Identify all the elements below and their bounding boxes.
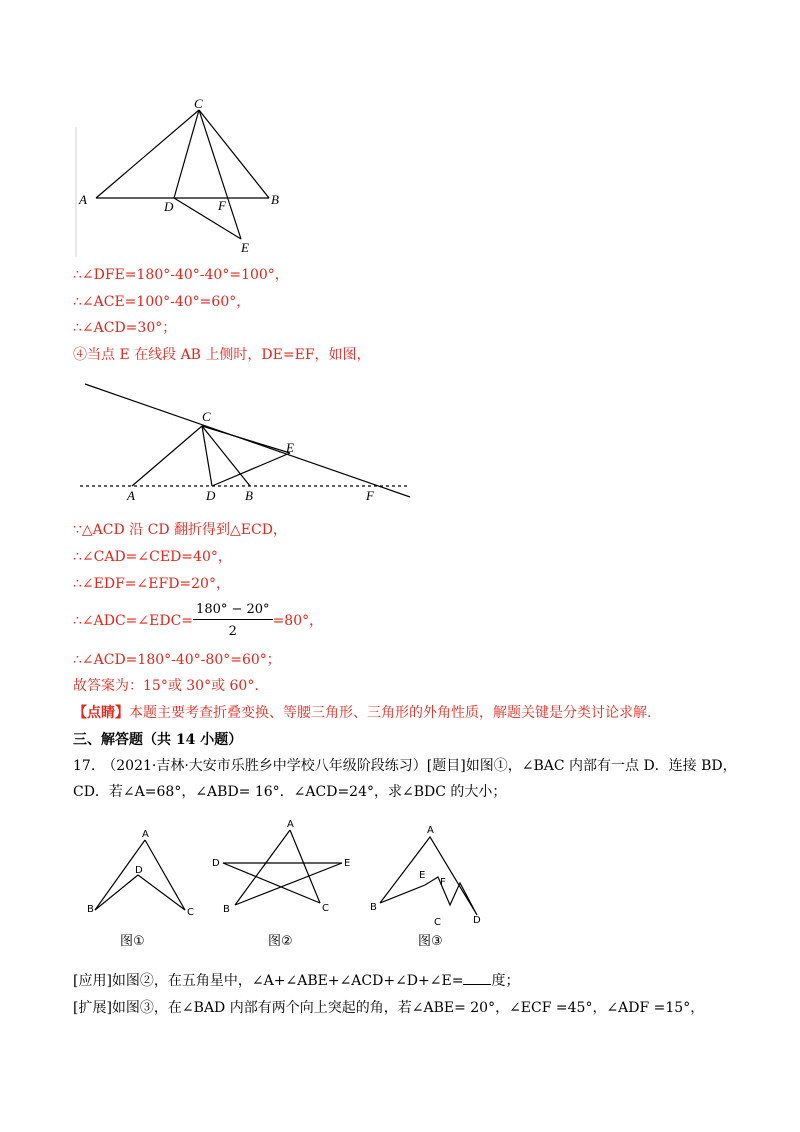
label-F: F bbox=[366, 488, 374, 503]
figure-caption-1: 图① bbox=[120, 934, 145, 949]
label-A: A bbox=[142, 829, 149, 840]
label-A: A bbox=[79, 192, 87, 207]
apply-text: [应用]如图②，在五角星中，∠A+∠ABE+∠ACD+∠D+∠E= bbox=[73, 973, 464, 989]
label-B: B bbox=[271, 192, 279, 207]
fraction-suffix: =80°， bbox=[272, 613, 324, 629]
comment-text: 本题主要考查折叠变换、等腰三角形、三角形的外角性质，解题关键是分类讨论求解. bbox=[129, 705, 652, 721]
label-D: D bbox=[164, 199, 174, 214]
solution-line: ∴∠DFE=180°-40°-40°=100°， bbox=[73, 267, 289, 283]
label-D: D bbox=[206, 488, 216, 503]
fraction-denominator: 2 bbox=[228, 624, 237, 639]
solution-line: ∴∠ACD=180°-40°-80°=60°； bbox=[73, 652, 281, 668]
solution-line: ∵△ACD 沿 CD 翻折得到△ECD， bbox=[73, 522, 287, 538]
label-A: A bbox=[427, 825, 434, 836]
fraction bbox=[193, 602, 273, 640]
solution-line: ∴∠CAD=∠CED=40°， bbox=[73, 549, 232, 565]
solution-line: ④当点 E 在线段 AB 上侧时，DE=EF，如图， bbox=[73, 347, 371, 363]
label-F: F bbox=[218, 198, 226, 213]
label-C: C bbox=[434, 917, 441, 928]
label-C: C bbox=[194, 96, 203, 111]
label-F: F bbox=[440, 877, 446, 888]
label-A: A bbox=[127, 488, 135, 503]
fraction-prefix: ∴∠ADC=∠EDC= bbox=[73, 613, 194, 629]
apply-suffix: 度； bbox=[491, 973, 520, 989]
apply-line bbox=[73, 972, 519, 990]
label-E: E bbox=[241, 240, 249, 255]
comment-tag: 【点睛】 bbox=[73, 705, 129, 721]
solution-line: ∴∠ACD=30°； bbox=[73, 320, 177, 336]
label-C: C bbox=[202, 409, 211, 424]
comment-line bbox=[73, 704, 651, 722]
answer-line: 故答案为：15°或 30°或 60°. bbox=[73, 678, 259, 694]
label-B: B bbox=[223, 904, 230, 915]
label-D: D bbox=[135, 865, 143, 876]
label-D: D bbox=[473, 915, 481, 926]
label-C: C bbox=[322, 903, 329, 914]
extend-line: [扩展]如图③，在∠BAD 内部有两个向上突起的角，若∠ABE= 20°，∠ECF =45°，∠ADF =15°， bbox=[73, 1000, 705, 1016]
label-C: C bbox=[187, 907, 194, 918]
label-D: D bbox=[212, 858, 220, 869]
label-E: E bbox=[419, 870, 426, 881]
label-B: B bbox=[370, 902, 377, 913]
figure-triangle-fold-2 bbox=[80, 378, 415, 508]
label-E: E bbox=[344, 858, 351, 869]
answer-blank bbox=[463, 972, 491, 985]
figure-triangle-fold-1 bbox=[70, 92, 300, 257]
question-line: 17. （2021·吉林·大安市乐胜乡中学校八年级阶段练习）[题目]如图①，∠BAC 内部有一点 D．连接 BD， bbox=[73, 758, 737, 774]
label-E: E bbox=[286, 440, 294, 455]
solution-line: ∴∠ACE=100°-40°=60°， bbox=[73, 294, 251, 310]
section-title: 三、解答题（共 14 小题） bbox=[73, 732, 243, 748]
label-B: B bbox=[87, 904, 94, 915]
label-A: A bbox=[287, 819, 294, 830]
figure-caption-2: 图② bbox=[268, 934, 293, 949]
figure-row bbox=[80, 815, 500, 960]
label-B: B bbox=[245, 488, 253, 503]
solution-line: ∴∠EDF=∠EFD=20°， bbox=[73, 576, 230, 592]
question-line: CD．若∠A=68°，∠ABD= 16°．∠ACD=24°，求∠BDC 的大小； bbox=[73, 784, 507, 800]
fraction-numerator: 180° − 20° bbox=[193, 602, 273, 620]
solution-line-fraction bbox=[73, 602, 323, 640]
figure-caption-3: 图③ bbox=[418, 934, 443, 949]
